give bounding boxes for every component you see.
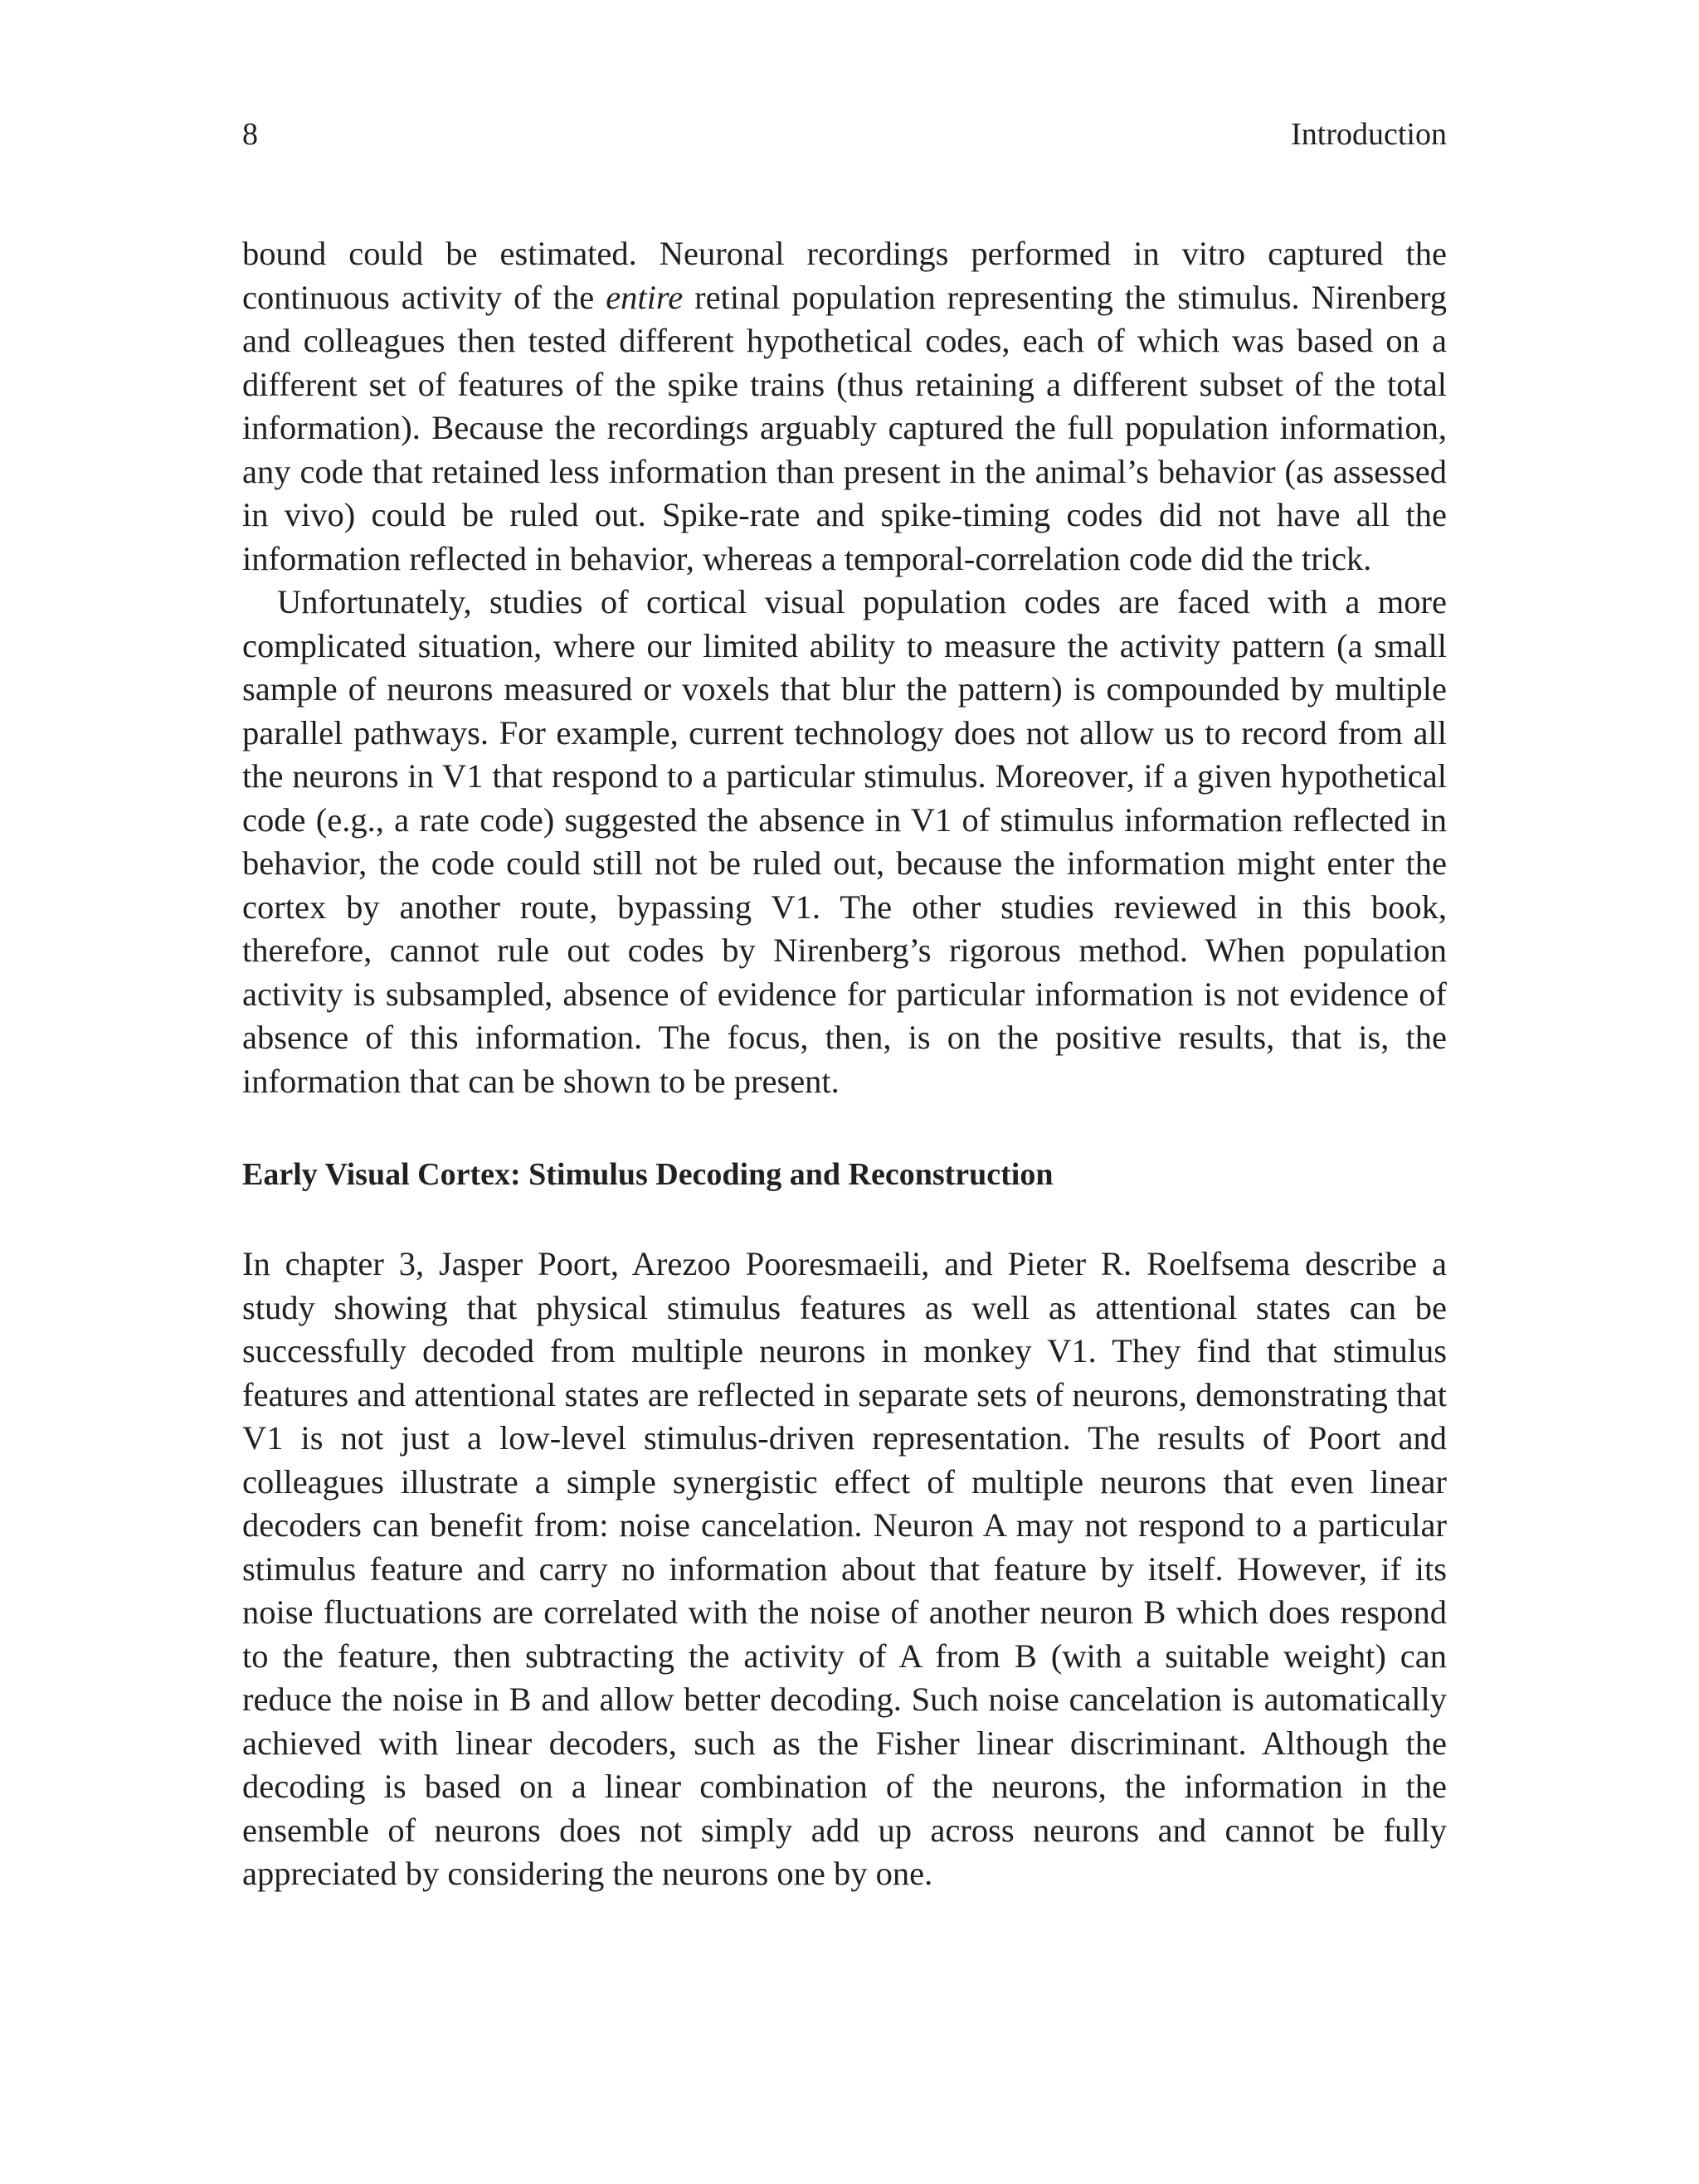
- paragraph-cortical-codes: Unfortunately, studies of cortical visual population codes are faced with a more complicated situation, where our limited ability to measure the activity pattern (a small sample of neurons measured or voxels that blur the pattern) is compounded by multiple parallel pathways. For example, current technology does not allow us to record from all the neurons in V1 that respond to a particular stimulus. Moreover, if a given hypothetical code (e.g., a rate code) suggested the absence in V1 of stimulus information reflected in behavior, the code could still not be ruled out, because the information might enter the cortex by another route, bypassing V1. The other studies reviewed in this book, therefore, cannot rule out codes by Nirenberg’s rigorous method. When population activity is subsampled, absence of evidence for particular information is not evidence of absence of this information. The focus, then, is on the positive results, that is, the information that can be shown to be present.: [242, 583, 1447, 1100]
- chapter-title: Introduction: [1291, 117, 1447, 152]
- paragraph-chapter-3-summary: In chapter 3, Jasper Poort, Arezoo Pooresmaeili, and Pieter R. Roelfsema describe a study showing that physical stimulus features as well as attentional states can be successfully decoded from multiple neurons in monkey V1. They find that stimulus features and attentional states are reflected in separate sets of neurons, demonstrating that V1 is not just a low-level stimulus-driven representation. The results of Poort and colleagues illustrate a simple synergistic effect of multiple neurons that even linear decoders can benefit from: noise cancelation. Neuron A may not respond to a particular stimulus feature and carry no information about that feature by itself. However, if its noise fluctuations are correlated with the noise of another neuron B which does respond to the feature, then subtracting the activity of A from B (with a suitable weight) can reduce the noise in B and allow better decoding. Such noise cancelation is automatically achieved with linear decoders, such as the Fisher linear discriminant. Although the decoding is based on a linear combination of the neurons, the information in the ensemble of neurons does not simply add up across neurons and cannot be fully appreciated by considering the neurons one by one.: [242, 1245, 1447, 1892]
- paragraph-continued: [242, 232, 1447, 581]
- page-number: 8: [242, 117, 258, 152]
- body-text: [242, 232, 1447, 1896]
- paragraph-1-text-start: bound could be estimated. Neuronal recordings performed in vitro captured the continuous activity of the: [242, 235, 1447, 316]
- paragraph-1-text-end: retinal population representing the stimulus. Nirenberg and colleagues then tested different hypothetical codes, each of which was based on a different set of features of the spike trains (thus retaining a different subset of the total information). Because the recordings arguably captured the full population information, any code that retained less information than present in the animal’s behavior (as assessed in vivo) could be ruled out. Spike-rate and spike-timing codes did not have all the information reflected in behavior, whereas a temporal-correlation code did the trick.: [242, 278, 1448, 577]
- section-heading: Early Visual Cortex: Stimulus Decoding and Reconstruction: [242, 1157, 1054, 1192]
- emphasized-word: entire: [606, 278, 684, 316]
- running-head: [242, 109, 1447, 159]
